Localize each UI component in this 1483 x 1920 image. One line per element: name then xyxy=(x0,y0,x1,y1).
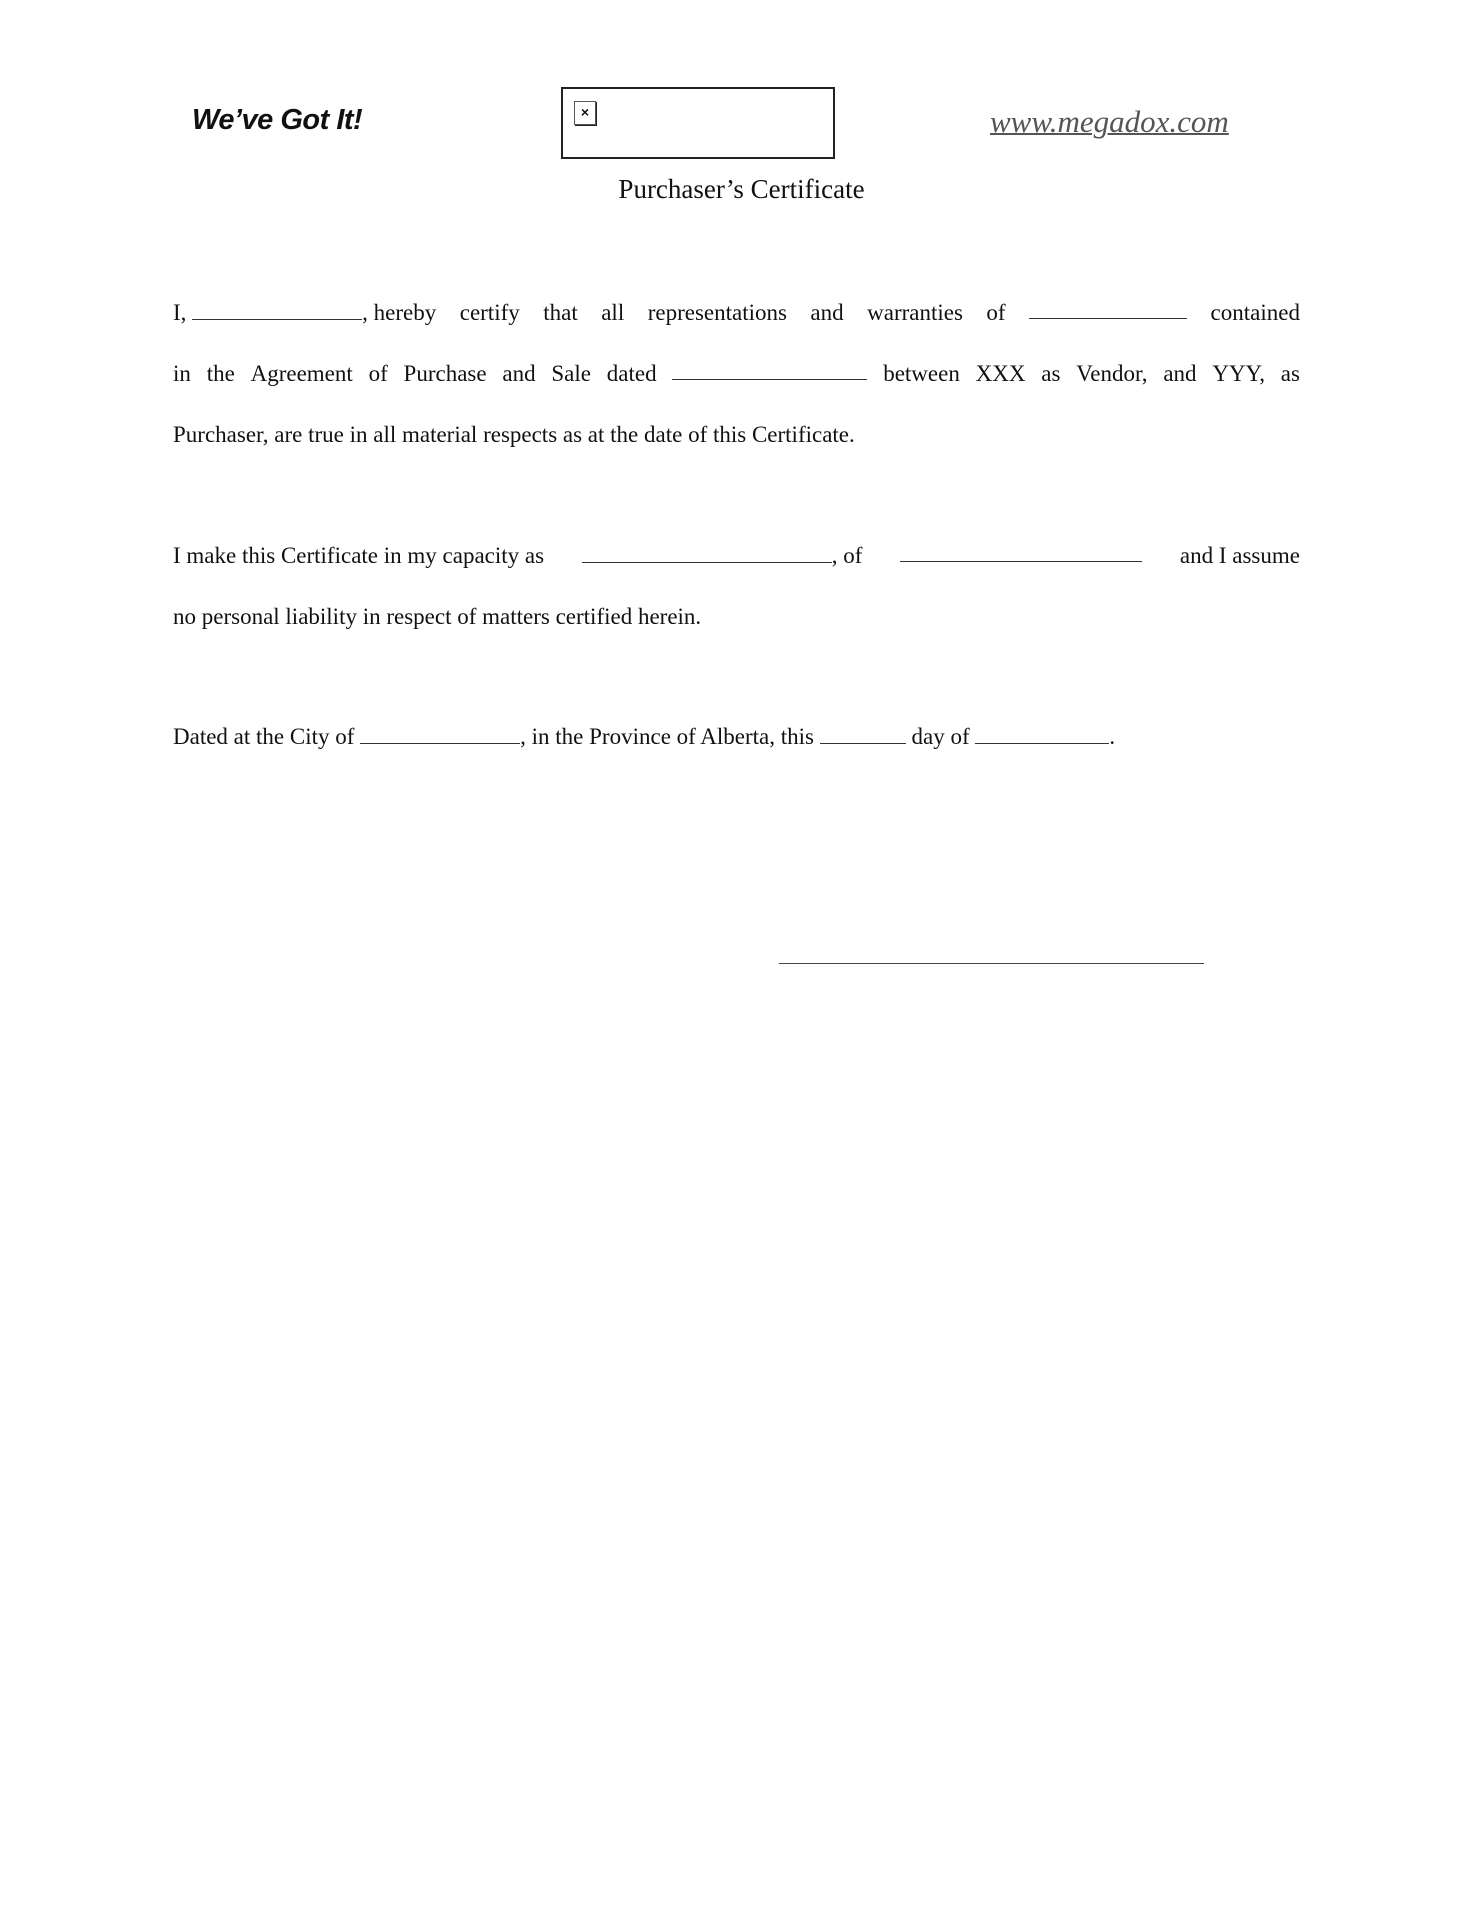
paragraph-1-line-2 xyxy=(173,361,1300,387)
text: Sale xyxy=(551,361,591,386)
text: day of xyxy=(905,724,976,749)
paragraph-2-line-1 xyxy=(173,543,1300,569)
text: contained xyxy=(1210,300,1300,325)
text: YYY, xyxy=(1212,361,1265,386)
paragraph-1-line-1 xyxy=(173,300,1300,326)
text: XXX xyxy=(975,361,1026,386)
month-blank[interactable] xyxy=(975,725,1109,744)
text: and xyxy=(1163,361,1197,386)
text: , of xyxy=(582,543,863,569)
signature-line[interactable] xyxy=(779,963,1204,964)
text: representations xyxy=(647,300,787,325)
company-blank[interactable] xyxy=(900,543,1142,562)
text: and xyxy=(502,361,536,386)
text: Purchase xyxy=(403,361,487,386)
party-blank[interactable] xyxy=(1029,300,1187,319)
text: . xyxy=(1109,724,1116,749)
brand-tagline: We’ve Got It! xyxy=(192,104,363,136)
text: as xyxy=(1280,361,1300,386)
text: and I assume xyxy=(1179,543,1300,568)
text: of xyxy=(986,300,1006,325)
agreement-date-blank[interactable] xyxy=(672,361,867,380)
text: certify xyxy=(459,300,520,325)
capacity-blank[interactable] xyxy=(582,544,832,563)
text: warranties xyxy=(867,300,963,325)
day-blank[interactable] xyxy=(820,725,906,744)
city-blank[interactable] xyxy=(360,725,520,744)
text: of xyxy=(368,361,388,386)
text: Agreement xyxy=(250,361,353,386)
text: all xyxy=(601,300,625,325)
text: dated xyxy=(606,361,657,386)
text: I, , hereby xyxy=(173,300,437,325)
paragraph-2-line-2: no personal liability in respect of matters certified herein. xyxy=(173,604,702,629)
name-blank[interactable] xyxy=(192,301,362,320)
text: Vendor, xyxy=(1076,361,1148,386)
paragraph-3-line-1 xyxy=(173,724,1300,750)
image-placeholder xyxy=(561,87,835,159)
text: in xyxy=(173,361,191,386)
text: and xyxy=(810,300,844,325)
text: that xyxy=(543,300,578,325)
text: between xyxy=(883,361,960,386)
text: as xyxy=(1041,361,1061,386)
text: Dated at the City of xyxy=(173,724,361,749)
text: I make this Certificate in my capacity as xyxy=(173,543,545,568)
website-link[interactable]: www.megadox.com xyxy=(990,104,1229,139)
text: , in the Province of Alberta, this xyxy=(520,724,820,749)
text: the xyxy=(206,361,235,386)
broken-image-icon: × xyxy=(574,101,596,125)
paragraph-1-line-3: Purchaser, are true in all material respects as at the date of this Certificate. xyxy=(173,422,855,447)
document-title: Purchaser’s Certificate xyxy=(618,174,865,204)
